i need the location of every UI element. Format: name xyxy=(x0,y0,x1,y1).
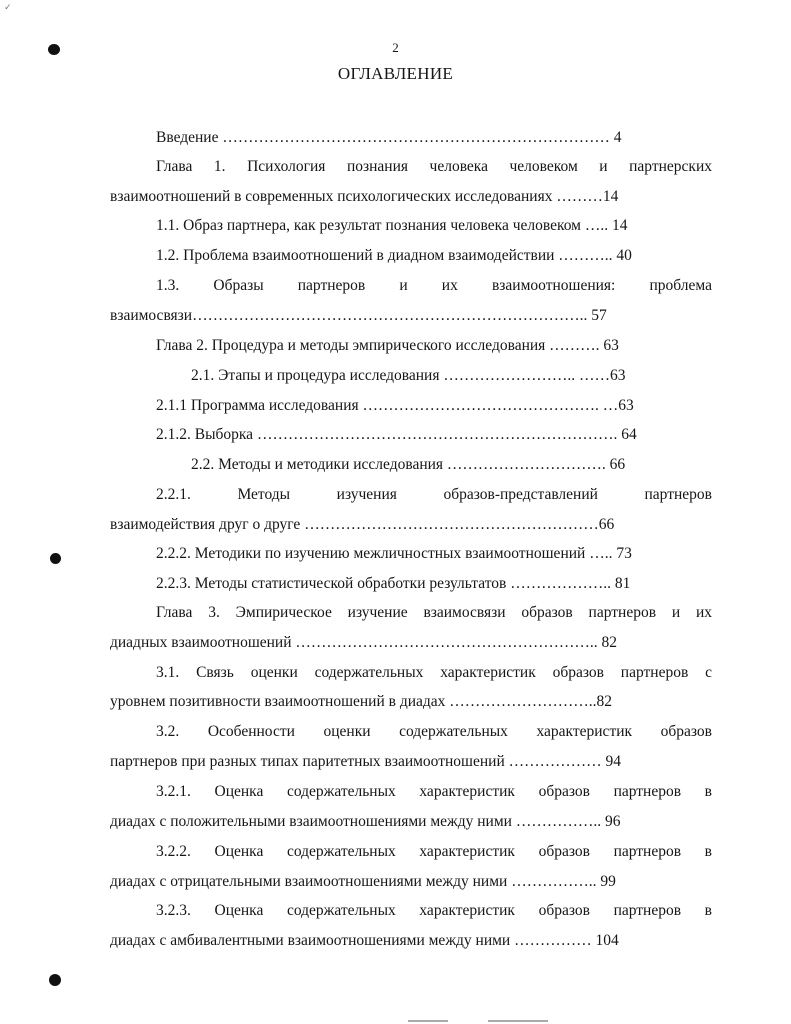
toc-entry-3-2-line2: партнеров при разных типах паритетных взаимоотношений ……………… 94 xyxy=(110,753,622,770)
punch-hole-mark-bottom xyxy=(49,974,61,986)
toc-entry-chapter1-line1: Глава 1. Психология познания человека человеком и партнерских xyxy=(156,158,712,175)
toc-entry-2-1-1: 2.1.1 Программа исследования ………………………………………. …63 xyxy=(156,397,634,414)
toc-entry-2-2-1-line1: 2.2.1. Методы изучения образов-представлений партнеров xyxy=(156,486,712,503)
page-number: 2 xyxy=(392,40,399,55)
toc-entry-intro: Введение ………………………………………………………………… 4 xyxy=(156,129,622,146)
toc-entry-chapter1-line2: взаимоотношений в современных психологических исследованиях ………14 xyxy=(110,188,619,205)
punch-hole-mark-middle xyxy=(50,553,61,564)
toc-entry-1-1: 1.1. Образ партнера, как результат познания человека человеком ….. 14 xyxy=(156,217,628,234)
toc-entry-3-1-line2: уровнем позитивности взаимоотношений в диадах ………………………..82 xyxy=(110,693,613,710)
toc-entry-3-2-2-line1: 3.2.2. Оценка содержательных характеристик образов партнеров в xyxy=(156,843,712,860)
toc-entry-2-2: 2.2. Методы и методики исследования …………………………. 66 xyxy=(191,456,626,473)
toc-entry-3-2-3-line1: 3.2.3. Оценка содержательных характеристик образов партнеров в xyxy=(156,902,712,919)
toc-entry-3-2-1-line2: диадах с положительными взаимоотношениями между ними …………….. 96 xyxy=(110,813,621,830)
toc-entry-2-2-2: 2.2.2. Методики по изучению межличностных взаимоотношений ….. 73 xyxy=(156,545,632,562)
toc-entry-1-3-line1: 1.3. Образы партнеров и их взаимоотношения: проблема xyxy=(156,277,712,294)
toc-entry-2-2-3: 2.2.3. Методы статистической обработки результатов ……………….. 81 xyxy=(156,575,631,592)
toc-entry-3-1-line1: 3.1. Связь оценки содержательных характеристик образов партнеров с xyxy=(156,664,712,681)
toc-entry-3-2-2-line2: диадах с отрицательными взаимоотношениями между ними …………….. 99 xyxy=(110,873,616,890)
corner-mark: ✓ xyxy=(4,2,12,12)
toc-entry-chapter2: Глава 2. Процедура и методы эмпирического исследования ………. 63 xyxy=(156,337,619,354)
toc-entry-3-2-line1: 3.2. Особенности оценки содержательных характеристик образов xyxy=(156,723,712,740)
toc-entry-2-1: 2.1. Этапы и процедура исследования …………………….. ……63 xyxy=(191,367,626,384)
toc-entry-chapter3-line1: Глава 3. Эмпирическое изучение взаимосвязи образов партнеров и их xyxy=(156,604,712,621)
toc-entry-3-2-1-line1: 3.2.1. Оценка содержательных характеристик образов партнеров в xyxy=(156,783,712,800)
toc-entry-2-2-1-line2: взаимодействия друг о друге …………………………………………………66 xyxy=(110,516,615,533)
toc-heading: ОГЛАВЛЕНИЕ xyxy=(337,64,454,83)
scan-edge-line xyxy=(408,1020,448,1022)
toc-entry-1-3-line2: взаимосвязи………………………………………………………………….. 57 xyxy=(110,307,607,324)
toc-entry-3-2-3-line2: диадах с амбивалентными взаимоотношениями между ними …………… 104 xyxy=(110,932,619,949)
toc-entry-1-2: 1.2. Проблема взаимоотношений в диадном взаимодействии ……….. 40 xyxy=(156,247,632,264)
scan-edge-line-2 xyxy=(488,1020,548,1022)
toc-entry-2-1-2: 2.1.2. Выборка ……………………………………………………………. 64 xyxy=(156,426,637,443)
toc-entry-chapter3-line2: диадных взаимоотношений ………………………………………………….. 82 xyxy=(110,634,618,651)
